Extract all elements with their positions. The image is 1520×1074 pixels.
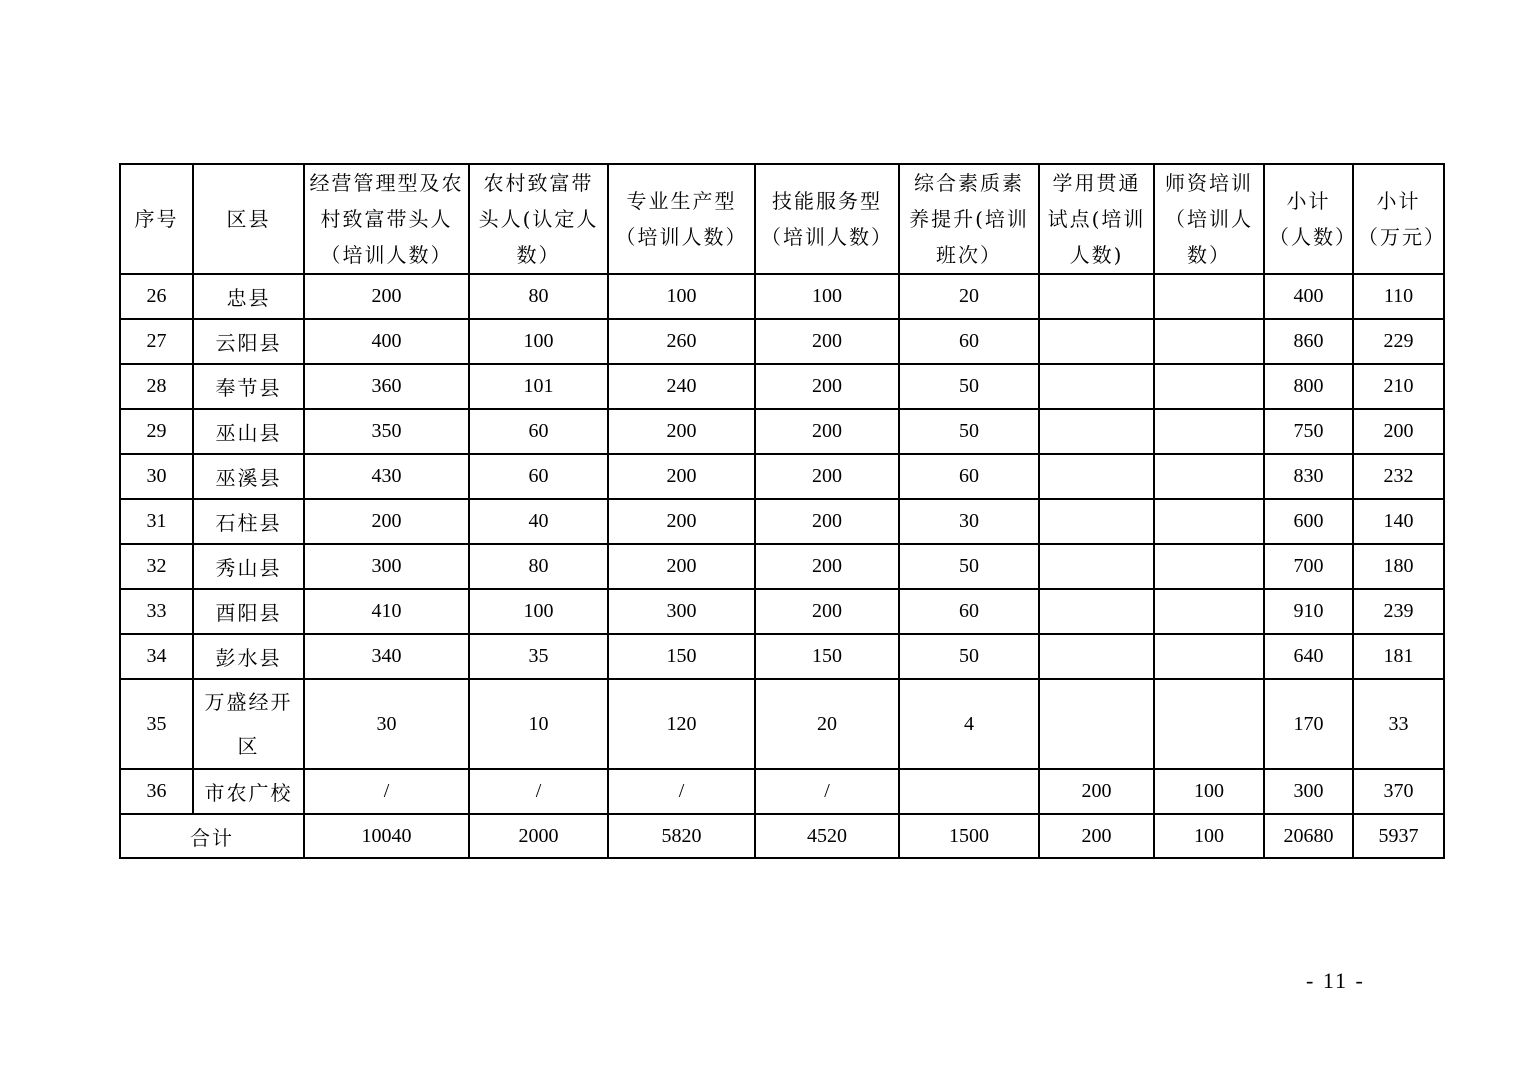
table-cell: 60 — [469, 409, 608, 454]
table-cell: / — [608, 769, 755, 814]
table-row — [120, 679, 1444, 769]
table-cell: 140 — [1353, 499, 1444, 544]
table-cell: 150 — [755, 634, 899, 679]
table-row — [120, 499, 1444, 544]
table-cell: 60 — [899, 454, 1039, 499]
table-cell: 200 — [608, 499, 755, 544]
district-cell: 奉节县 — [193, 364, 304, 409]
table-cell: 600 — [1264, 499, 1353, 544]
table-cell: 60 — [469, 454, 608, 499]
table-cell: 10040 — [304, 814, 469, 858]
table-cell: 239 — [1353, 589, 1444, 634]
table-cell: 40 — [469, 499, 608, 544]
district-cell: 万盛经开区 — [193, 679, 304, 769]
table-cell: 5820 — [608, 814, 755, 858]
table-cell: 200 — [304, 499, 469, 544]
table-row — [120, 409, 1444, 454]
table-cell: 200 — [755, 499, 899, 544]
district-cell: 巫溪县 — [193, 454, 304, 499]
table-cell: / — [304, 769, 469, 814]
table-cell — [1039, 409, 1154, 454]
table-cell: 80 — [469, 274, 608, 319]
table-cell: 60 — [899, 319, 1039, 364]
total-label: 合计 — [120, 814, 304, 858]
table-cell: 2000 — [469, 814, 608, 858]
district-cell: 忠县 — [193, 274, 304, 319]
header-cell-subtotal-money: 小计（万元） — [1353, 164, 1444, 274]
table-cell — [1039, 454, 1154, 499]
table-cell: 410 — [304, 589, 469, 634]
table-cell: 100 — [469, 319, 608, 364]
table-cell: 200 — [755, 364, 899, 409]
table-cell: 20 — [899, 274, 1039, 319]
table-cell: 370 — [1353, 769, 1444, 814]
header-cell-pilot: 学用贯通试点(培训人数) — [1039, 164, 1154, 274]
table-cell — [1039, 319, 1154, 364]
table-cell: 200 — [304, 274, 469, 319]
row-index-cell: 29 — [120, 409, 193, 454]
table-cell — [1154, 544, 1264, 589]
table-cell: 100 — [755, 274, 899, 319]
table-cell: 200 — [1039, 769, 1154, 814]
table-cell: 4520 — [755, 814, 899, 858]
row-index-cell: 36 — [120, 769, 193, 814]
table-cell: 4 — [899, 679, 1039, 769]
table-cell: 200 — [608, 454, 755, 499]
table-cell — [1154, 499, 1264, 544]
table-cell — [1154, 589, 1264, 634]
table-body — [120, 274, 1444, 814]
table-cell: 80 — [469, 544, 608, 589]
table-cell: 30 — [304, 679, 469, 769]
table-cell: / — [469, 769, 608, 814]
table-cell: 33 — [1353, 679, 1444, 769]
table-cell — [1039, 634, 1154, 679]
table-cell: 200 — [755, 319, 899, 364]
table-cell: 50 — [899, 364, 1039, 409]
header-cell-leaders-certified: 农村致富带头人(认定人数） — [469, 164, 608, 274]
header-cell-district: 区县 — [193, 164, 304, 274]
table-row — [120, 769, 1444, 814]
table-cell: / — [755, 769, 899, 814]
table-cell: 430 — [304, 454, 469, 499]
header-cell-teacher-training: 师资培训（培训人数） — [1154, 164, 1264, 274]
table-cell: 910 — [1264, 589, 1353, 634]
table-cell: 100 — [469, 589, 608, 634]
table-cell: 860 — [1264, 319, 1353, 364]
district-cell: 云阳县 — [193, 319, 304, 364]
table-cell: 20680 — [1264, 814, 1353, 858]
header-cell-subtotal-people: 小计（人数） — [1264, 164, 1353, 274]
table-cell: 101 — [469, 364, 608, 409]
table-cell: 210 — [1353, 364, 1444, 409]
table-row — [120, 454, 1444, 499]
table-cell: 35 — [469, 634, 608, 679]
district-cell: 石柱县 — [193, 499, 304, 544]
table-cell — [1039, 679, 1154, 769]
table-cell: 400 — [1264, 274, 1353, 319]
header-cell-skill-service-type: 技能服务型（培训人数） — [755, 164, 899, 274]
table-cell: 232 — [1353, 454, 1444, 499]
table-cell: 100 — [1154, 814, 1264, 858]
table-header-row — [120, 164, 1444, 274]
district-cell: 巫山县 — [193, 409, 304, 454]
table-cell: 830 — [1264, 454, 1353, 499]
table-cell: 60 — [899, 589, 1039, 634]
header-cell-management-type: 经营管理型及农村致富带头人（培训人数） — [304, 164, 469, 274]
row-index-cell: 30 — [120, 454, 193, 499]
row-index-cell: 27 — [120, 319, 193, 364]
row-index-cell: 31 — [120, 499, 193, 544]
table-cell: 200 — [608, 544, 755, 589]
table-row — [120, 319, 1444, 364]
training-plan-table — [119, 163, 1445, 859]
table-cell — [1039, 589, 1154, 634]
table-cell: 360 — [304, 364, 469, 409]
table-cell: 350 — [304, 409, 469, 454]
table-cell: 181 — [1353, 634, 1444, 679]
page-number: - 11 - — [1306, 968, 1365, 993]
table-row — [120, 544, 1444, 589]
table-cell: 1500 — [899, 814, 1039, 858]
table-cell: 300 — [608, 589, 755, 634]
table-cell — [1039, 364, 1154, 409]
table-cell: 800 — [1264, 364, 1353, 409]
table-cell — [1154, 319, 1264, 364]
district-cell: 秀山县 — [193, 544, 304, 589]
table-cell: 110 — [1353, 274, 1444, 319]
table-cell: 200 — [755, 409, 899, 454]
table-cell — [1039, 499, 1154, 544]
table-cell: 340 — [304, 634, 469, 679]
table-cell — [1154, 679, 1264, 769]
total-row — [120, 814, 1444, 858]
table-row — [120, 364, 1444, 409]
table-row — [120, 274, 1444, 319]
table-row — [120, 634, 1444, 679]
table-cell: 229 — [1353, 319, 1444, 364]
row-index-cell: 35 — [120, 679, 193, 769]
table-cell: 30 — [899, 499, 1039, 544]
district-cell: 彭水县 — [193, 634, 304, 679]
header-cell-index: 序号 — [120, 164, 193, 274]
row-index-cell: 26 — [120, 274, 193, 319]
table-cell — [1039, 274, 1154, 319]
table-cell — [1039, 544, 1154, 589]
district-cell: 市农广校 — [193, 769, 304, 814]
table-cell: 200 — [755, 544, 899, 589]
table-cell: 200 — [1039, 814, 1154, 858]
row-index-cell: 32 — [120, 544, 193, 589]
table-cell — [899, 769, 1039, 814]
table-cell: 400 — [304, 319, 469, 364]
table-cell — [1154, 454, 1264, 499]
table-cell: 150 — [608, 634, 755, 679]
table-cell: 100 — [1154, 769, 1264, 814]
table-cell: 300 — [1264, 769, 1353, 814]
district-cell: 酉阳县 — [193, 589, 304, 634]
header-cell-production-type: 专业生产型（培训人数） — [608, 164, 755, 274]
table-cell: 50 — [899, 544, 1039, 589]
table-cell: 300 — [304, 544, 469, 589]
table-cell: 240 — [608, 364, 755, 409]
table-cell: 200 — [608, 409, 755, 454]
row-index-cell: 28 — [120, 364, 193, 409]
table-cell: 170 — [1264, 679, 1353, 769]
table-cell: 50 — [899, 634, 1039, 679]
table-cell: 100 — [608, 274, 755, 319]
header-cell-comprehensive-quality: 综合素质素养提升(培训班次） — [899, 164, 1039, 274]
table-row — [120, 589, 1444, 634]
table-cell — [1154, 409, 1264, 454]
table-cell: 200 — [1353, 409, 1444, 454]
table-cell: 640 — [1264, 634, 1353, 679]
table-cell — [1154, 634, 1264, 679]
table-cell: 120 — [608, 679, 755, 769]
table-cell: 200 — [755, 589, 899, 634]
table-cell: 750 — [1264, 409, 1353, 454]
table-cell: 20 — [755, 679, 899, 769]
row-index-cell: 34 — [120, 634, 193, 679]
table-cell: 700 — [1264, 544, 1353, 589]
table-cell: 50 — [899, 409, 1039, 454]
table-cell: 5937 — [1353, 814, 1444, 858]
row-index-cell: 33 — [120, 589, 193, 634]
table-cell: 180 — [1353, 544, 1444, 589]
table-cell — [1154, 274, 1264, 319]
table-cell — [1154, 364, 1264, 409]
table-cell: 200 — [755, 454, 899, 499]
table-cell: 260 — [608, 319, 755, 364]
table-cell: 10 — [469, 679, 608, 769]
